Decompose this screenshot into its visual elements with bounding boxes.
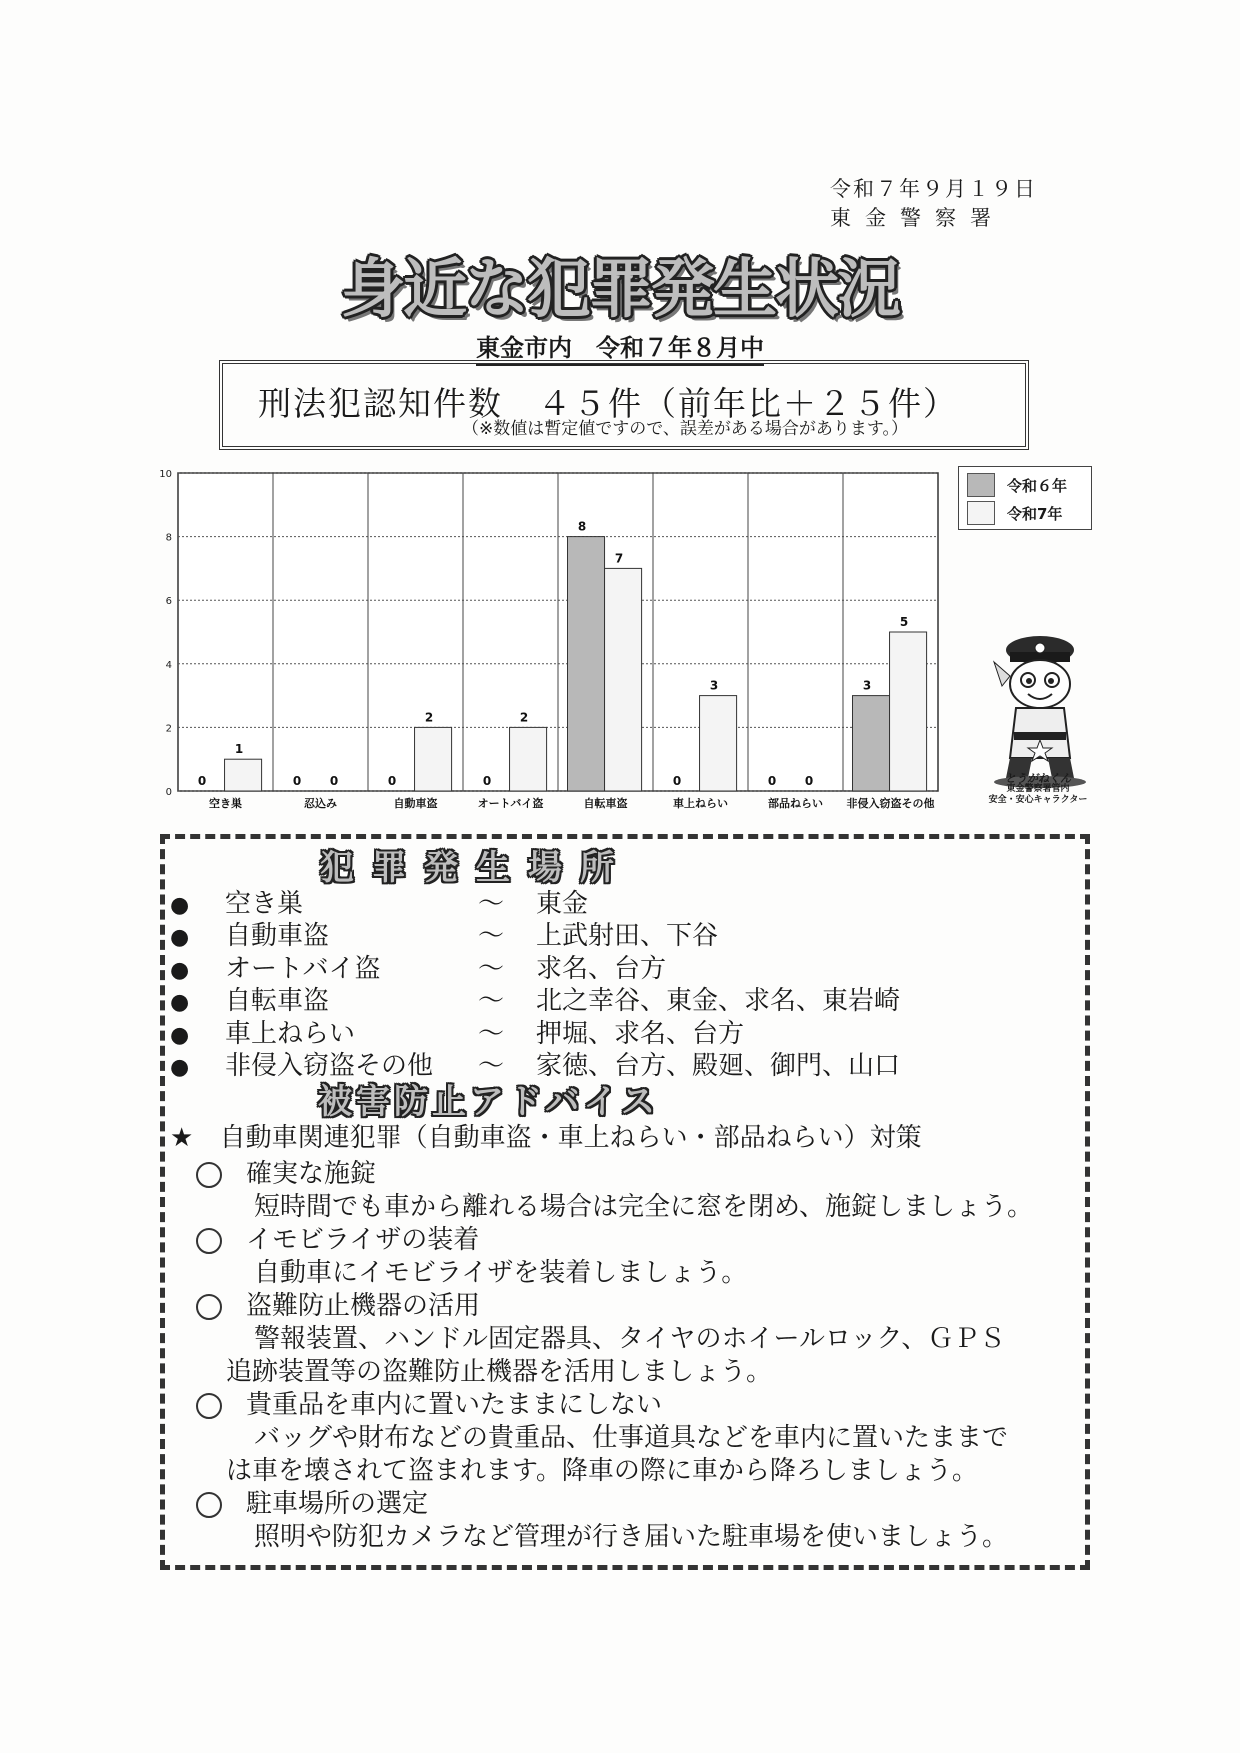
period-subtitle-text: 東金市内 令和７年８月中 [476, 334, 764, 366]
crime-type: 自動車盗 [225, 921, 330, 952]
separator: ～ [478, 1018, 505, 1049]
bar-prev-year [568, 537, 605, 791]
bar-value-label: 0 [387, 774, 397, 788]
bar-curr-year [890, 632, 927, 791]
crime-type: 車上ねらい [225, 1018, 356, 1049]
legend-swatch-prev [967, 473, 995, 497]
bar-value-label: 0 [767, 774, 777, 788]
crime-bar-chart [150, 465, 950, 825]
y-tick-label: 10 [159, 469, 172, 480]
bar-value-label: 0 [804, 774, 814, 788]
crime-type: オートバイ盗 [225, 953, 381, 984]
crime-count-text: 刑法犯認知件数 ４５件（前年比＋２５件） [258, 384, 958, 423]
circle-icon [196, 1393, 222, 1419]
x-category-label: 忍込み [304, 797, 337, 810]
legend-label-curr: 令和7年 [1007, 504, 1063, 523]
separator: ～ [478, 889, 505, 919]
advice-heading: 被害防止アドバイス [318, 1082, 659, 1122]
advice-item-text: 短時間でも車から離れる場合は完全に窓を閉め、施錠しましょう。 [254, 1192, 1033, 1222]
mascot-name: とうがねくん [1005, 772, 1071, 785]
mascot-caption [968, 784, 1108, 806]
bar-value-label: 2 [424, 710, 434, 725]
issue-date: 令和７年９月１９日 [830, 177, 1037, 201]
advice-item-title [196, 1158, 376, 1190]
mascot-caption-line1: 東金警察署管内 [1006, 784, 1070, 794]
bullet-icon: ● [170, 893, 190, 918]
advice-title-text: 貴重品を車内に置いたままにしない [246, 1390, 663, 1420]
crime-places: 押堀、求名、台方 [536, 1018, 745, 1049]
advice-title-text: 確実な施錠 [246, 1159, 377, 1189]
bar-prev-year [853, 696, 890, 791]
location-row [170, 1050, 901, 1082]
crime-places: 上武射田、下谷 [536, 921, 719, 952]
separator: ～ [478, 953, 505, 984]
crime-type: 空き巣 [225, 889, 304, 919]
bar-value-label: 3 [862, 678, 872, 693]
separator: ～ [478, 986, 505, 1017]
chart-legend [958, 466, 1092, 530]
period-subtitle [0, 328, 1240, 363]
advice-title-text: 盗難防止機器の活用 [246, 1291, 481, 1321]
advice-item-title [196, 1488, 428, 1520]
bullet-icon: ● [170, 925, 190, 951]
separator: ～ [478, 1051, 505, 1081]
legend-swatch-curr [967, 501, 995, 525]
crime-type: 自転車盗 [225, 986, 330, 1017]
bar-value-label: 2 [519, 710, 529, 725]
bar-curr-year [510, 727, 547, 791]
location-row [170, 985, 901, 1017]
crime-places: 東金 [536, 889, 589, 919]
bar-curr-year [415, 727, 452, 791]
bar-curr-year [605, 568, 642, 791]
bar-curr-year [700, 696, 737, 791]
bullet-icon: ● [170, 1055, 190, 1080]
advice-item-title [196, 1290, 480, 1322]
bullet-icon: ● [170, 990, 190, 1016]
advice-item-text: バッグや財布などの貴重品、仕事道具などを車内に置いたままで [254, 1423, 1009, 1453]
x-category-label: 自動車盗 [393, 797, 438, 810]
separator: ～ [478, 921, 505, 952]
star-icon: ★ [170, 1123, 194, 1153]
bar-value-label: 3 [709, 678, 719, 693]
y-tick-label: 8 [165, 532, 172, 544]
advice-item-text: 自動車にイモビライザを装着しましょう。 [254, 1258, 748, 1288]
bullet-icon: ● [170, 957, 190, 983]
advice-item-text: 警報装置、ハンドル固定器具、タイヤのホイールロック、ＧＰＳ [254, 1324, 1006, 1354]
x-category-label: 部品ねらい [768, 797, 823, 810]
crime-places: 北之幸谷、東金、求名、東岩崎 [536, 986, 901, 1017]
mascot-caption-line2: 安全・安心キャラクター [988, 795, 1088, 805]
page-title: 身近な犯罪発生状況 [341, 253, 899, 327]
advice-topic-text: 自動車関連犯罪（自動車盗・車上ねらい・部品ねらい）対策 [219, 1123, 922, 1153]
bar-value-label: 0 [672, 774, 682, 788]
circle-icon [196, 1228, 222, 1254]
location-row [170, 888, 589, 920]
locations-heading: 犯罪発生場所 [320, 848, 632, 888]
location-row [170, 953, 667, 985]
circle-icon [196, 1294, 222, 1320]
crime-places: 求名、台方 [536, 953, 667, 984]
location-row [170, 920, 719, 952]
advice-item-text: は車を壊されて盗まれます。降車の際に車から降ろしましょう。 [226, 1456, 978, 1486]
x-category-label: 自転車盗 [583, 797, 628, 810]
x-category-label: オートバイ盗 [477, 797, 544, 810]
bar-value-label: 8 [577, 519, 587, 534]
crime-type: 非侵入窃盗その他 [225, 1051, 434, 1081]
y-tick-label: 2 [165, 723, 172, 735]
bullet-icon: ● [170, 1022, 190, 1048]
y-tick-label: 6 [165, 596, 172, 608]
bar-value-label: 5 [899, 615, 909, 629]
legend-item-curr [967, 501, 1062, 525]
advice-item-text: 追跡装置等の盗難防止機器を活用しましょう。 [226, 1357, 773, 1387]
advice-item-text: 照明や防犯カメラなど管理が行き届いた駐車場を使いましょう。 [254, 1522, 1009, 1552]
legend-item-prev [967, 473, 1067, 497]
advice-item-title [196, 1389, 662, 1421]
issuing-office: 東金警察署 [830, 206, 1005, 230]
advice-title-text: 駐車場所の選定 [246, 1489, 429, 1519]
bar-curr-year [225, 759, 262, 791]
circle-icon [196, 1162, 222, 1188]
y-tick-label: 0 [165, 787, 172, 798]
x-category-label: 空き巣 [209, 797, 242, 810]
bar-value-label: 0 [197, 774, 207, 788]
circle-icon [196, 1492, 222, 1518]
bar-value-label: 0 [329, 774, 339, 788]
bar-value-label: 0 [292, 774, 302, 788]
advice-item-title [196, 1224, 479, 1256]
bar-value-label: 0 [482, 774, 492, 788]
x-category-label: 車上ねらい [673, 797, 728, 810]
advice-topic [170, 1122, 922, 1154]
bar-value-label: 1 [234, 742, 244, 757]
legend-label-prev: 令和６年 [1007, 476, 1068, 495]
advice-title-text: イモビライザの装着 [246, 1225, 480, 1255]
bar-value-label: 7 [614, 551, 624, 566]
y-tick-label: 4 [165, 659, 172, 671]
provisional-note: （※数値は暫定値ですので、誤差がある場合があります。） [462, 419, 909, 439]
crime-places: 家徳、台方、殿廻、御門、山口 [536, 1051, 901, 1081]
x-category-label: 非侵入窃盗その他 [846, 797, 935, 810]
location-row [170, 1018, 745, 1050]
